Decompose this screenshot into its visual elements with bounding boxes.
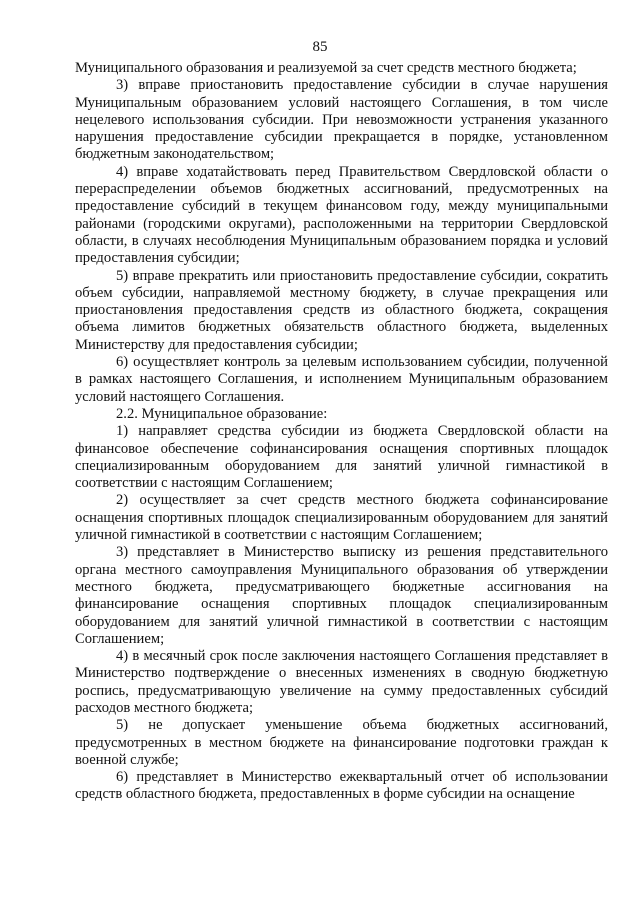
paragraph-item-3-budget-extract: 3) представляет в Министерство выписку из решения представительного органа местного самоуправления Муниципального образования об утверждении местного бюджета, предусматривающего бюджетные ассигнования на финансирование оснащения спортивных площадок специализированным оборудованием для занятий уличной гимнастикой в соответствии с настоящим Соглашением; (75, 544, 608, 647)
paragraph-continuation: Муниципального образования и реализуемой за счет средств местного бюджета; (75, 60, 577, 76)
paragraph-item-6-quarterly-report: 6) представляет в Министерство ежеквартальный отчет об использовании средств областного бюджета, предоставленных в форме субсидии на оснащение (75, 769, 608, 803)
section-heading-2-2: 2.2. Муниципальное образование: (116, 405, 328, 422)
paragraph-item-6-control: 6) осуществляет контроль за целевым использованием субсидии, полученной в рамках настоящего Соглашения, и исполнением Муниципальным образованием условий настоящего Соглашения. (75, 354, 608, 405)
document-body (75, 60, 608, 804)
paragraph-item-4-budget-changes: 4) в месячный срок после заключения настоящего Соглашения представляет в Министерство подтверждение о внесенных изменениях в сводную бюджетную роспись, предусматривающую увеличение на сумму предоставленных субсидий расходов местного бюджета; (75, 648, 608, 716)
paragraph-item-5-no-reduction: 5) не допускает уменьшение объема бюджетных ассигнований, предусмотренных в местном бюджете на финансирование подготовки граждан к военной службе; (75, 717, 608, 768)
paragraph-item-4-petition: 4) вправе ходатайствовать перед Правительством Свердловской области о перераспределении объемов бюджетных ассигнований, предусмотренных на предоставление субсидий в текущем финансовом году, между муниципальными районами (городскими округами), расположенными на территории Свердловской области, в случаях несоблюдения Муниципальным образованием порядка и условий предоставления субсидии; (75, 163, 608, 267)
paragraph-item-2-cofinancing: 2) осуществляет за счет средств местного бюджета софинансирование оснащения спортивных площадок специализированным оборудованием для занятий уличной гимнастикой в соответствии с настоящим Соглашением; (75, 492, 608, 544)
paragraph-item-3-suspend: 3) вправе приостановить предоставление субсидии в случае нарушения Муниципальным образованием условий настоящего Соглашения, в том числе нецелевого использования субсидии. При невозможности устранения указанного нарушения предоставление субсидии прекращается в порядке, установленном бюджетным законодательством; (75, 77, 608, 163)
paragraph-item-1-directs-funds: 1) направляет средства субсидии из бюджета Свердловской области на финансовое обеспечение софинансирования оснащения спортивных площадок специализированным оборудованием для занятий уличной гимнастикой в соответствии с настоящим Соглашением; (75, 423, 608, 492)
page-number: 85 (312, 39, 328, 55)
paragraph-item-5-terminate: 5) вправе прекратить или приостановить предоставление субсидии, сократить объем субсидии, направляемой местному бюджету, в случае прекращения или приостановления предоставления средств из областного бюджета, сокращения объема лимитов бюджетных обязательств областного бюджета, выделенных Министерству для предоставления субсидии; (75, 267, 608, 353)
